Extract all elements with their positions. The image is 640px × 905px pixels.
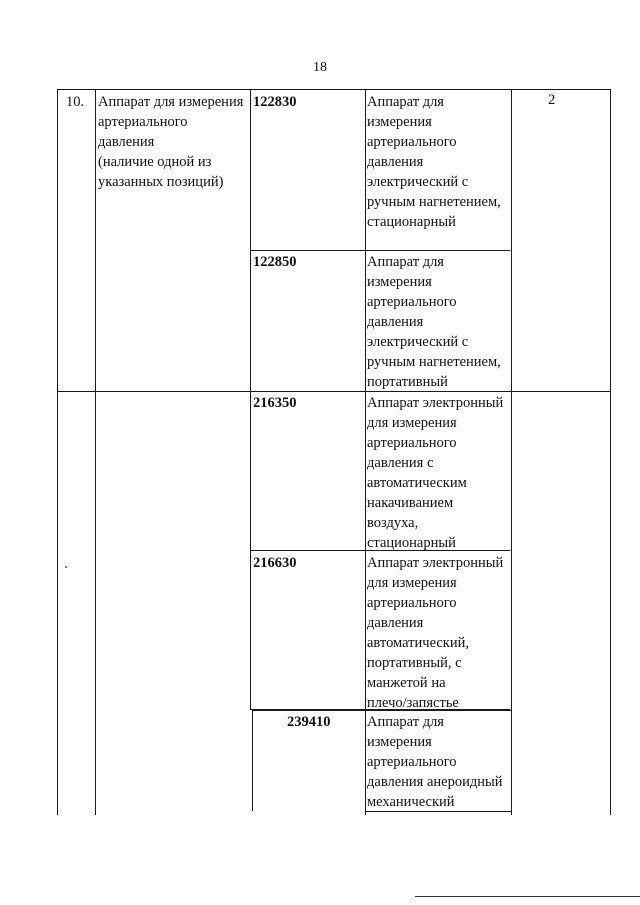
device-name: Аппарат для измерения артериального давления (наличие одной из указанных позиций) (98, 94, 244, 190)
position-name: Аппарат электронный для измерения артериального давления автоматический, портативный, с манжетой на плечо/запястье (367, 555, 504, 711)
position-code: 122850 (253, 254, 297, 270)
position-code: 122830 (253, 94, 297, 110)
position-code: 239410 (287, 714, 331, 730)
column-divider (95, 89, 96, 815)
quantity: 2 (548, 92, 556, 108)
scan-speck (65, 566, 67, 568)
position-code: 216630 (253, 555, 297, 571)
row-divider (250, 250, 510, 251)
page-number: 18 (313, 60, 327, 75)
row-number: 10. (66, 94, 85, 110)
position-name: Аппарат для измерения артериального давления анероидный механический (367, 714, 503, 810)
row-divider (57, 391, 610, 392)
table-border-right (610, 89, 611, 815)
position-name: Аппарат для измерения артериального давления электрический с ручным нагнетением, портативный (367, 254, 501, 390)
cell-border (252, 710, 253, 811)
position-code: 216350 (253, 395, 297, 411)
position-name: Аппарат электронный для измерения артериального давления с автоматическим накачиванием воздуха, стационарный (367, 395, 504, 551)
table-border-left (57, 89, 58, 815)
position-name: Аппарат для измерения артериального давления электрический с ручным нагнетением, стационарный (367, 94, 501, 230)
table-border-top (57, 89, 610, 90)
column-divider (365, 89, 366, 815)
scan-edge-line (415, 896, 640, 897)
